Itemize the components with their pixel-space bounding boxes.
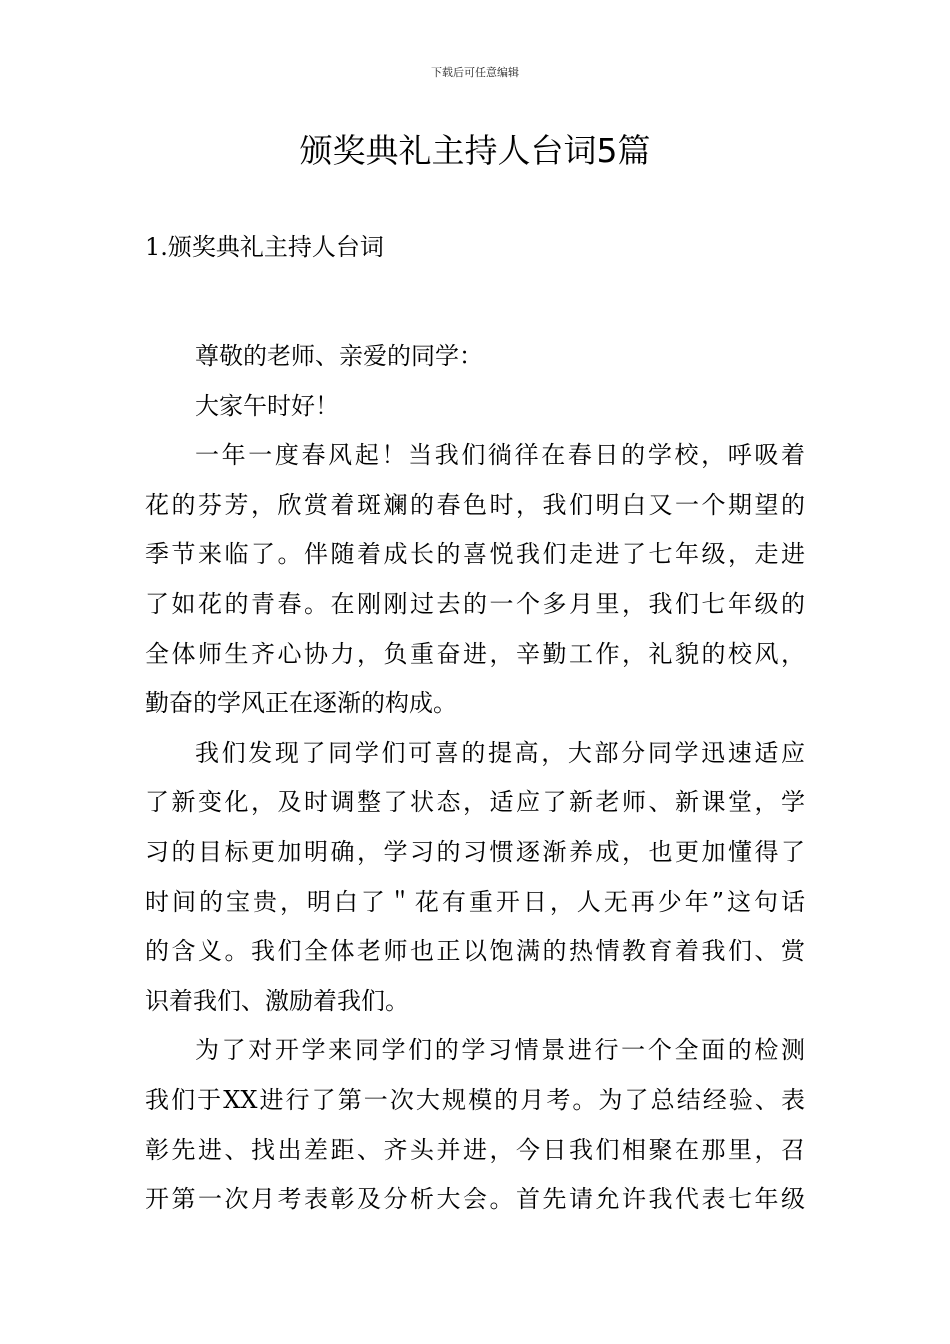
text-line: 习的目标更加明确，学习的习惯逐渐养成，也更加懂得了 bbox=[145, 837, 805, 866]
text-line: 为了对开学来同学们的学习情景进行一个全面的检测 bbox=[195, 1036, 805, 1065]
document-title: 颁奖典礼主持人台词5篇 bbox=[299, 131, 651, 170]
text-line: 我们于XX进行了第一次大规模的月考。为了总结经验、表 bbox=[145, 1085, 805, 1114]
text-line: 勤奋的学风正在逐渐的构成。 bbox=[145, 689, 457, 718]
text-line: 全体师生齐心协力，负重奋进，辛勤工作，礼貌的校风， bbox=[145, 639, 805, 668]
section-heading: 1.颁奖典礼主持人台词 bbox=[145, 233, 384, 261]
text-line: 的含义。我们全体老师也正以饱满的热情教育着我们、赏 bbox=[145, 937, 805, 966]
text-line: 了新变化，及时调整了状态，适应了新老师、新课堂，学 bbox=[145, 788, 805, 817]
text-line: 我们发现了同学们可喜的提高，大部分同学迅速适应 bbox=[195, 738, 805, 767]
text-line: 识着我们、激励着我们。 bbox=[145, 986, 409, 1015]
text-line: 季节来临了。伴随着成长的喜悦我们走进了七年级，走进 bbox=[145, 540, 805, 569]
text-line: 了如花的青春。在刚刚过去的一个多月里，我们七年级的 bbox=[145, 589, 805, 618]
text-line: 尊敬的老师、亲爱的同学： bbox=[195, 342, 483, 370]
text-line: 时间的宝贵，明白了＂花有重开日，人无再少年”这句话 bbox=[145, 887, 805, 916]
text-line: 一年一度春风起！当我们徜徉在春日的学校，呼吸着 bbox=[195, 441, 805, 470]
text-line: 开第一次月考表彰及分析大会。首先请允许我代表七年级 bbox=[145, 1185, 805, 1214]
text-line: 大家午时好！ bbox=[195, 391, 339, 420]
body-text bbox=[145, 332, 805, 1225]
text-line: 花的芬芳，欣赏着斑斓的春色时，我们明白又一个期望的 bbox=[145, 490, 805, 519]
text-line: 彰先进、找出差距、齐头并进，今日我们相聚在那里，召 bbox=[145, 1135, 805, 1164]
header-note: 下载后可任意编辑 bbox=[431, 66, 519, 79]
